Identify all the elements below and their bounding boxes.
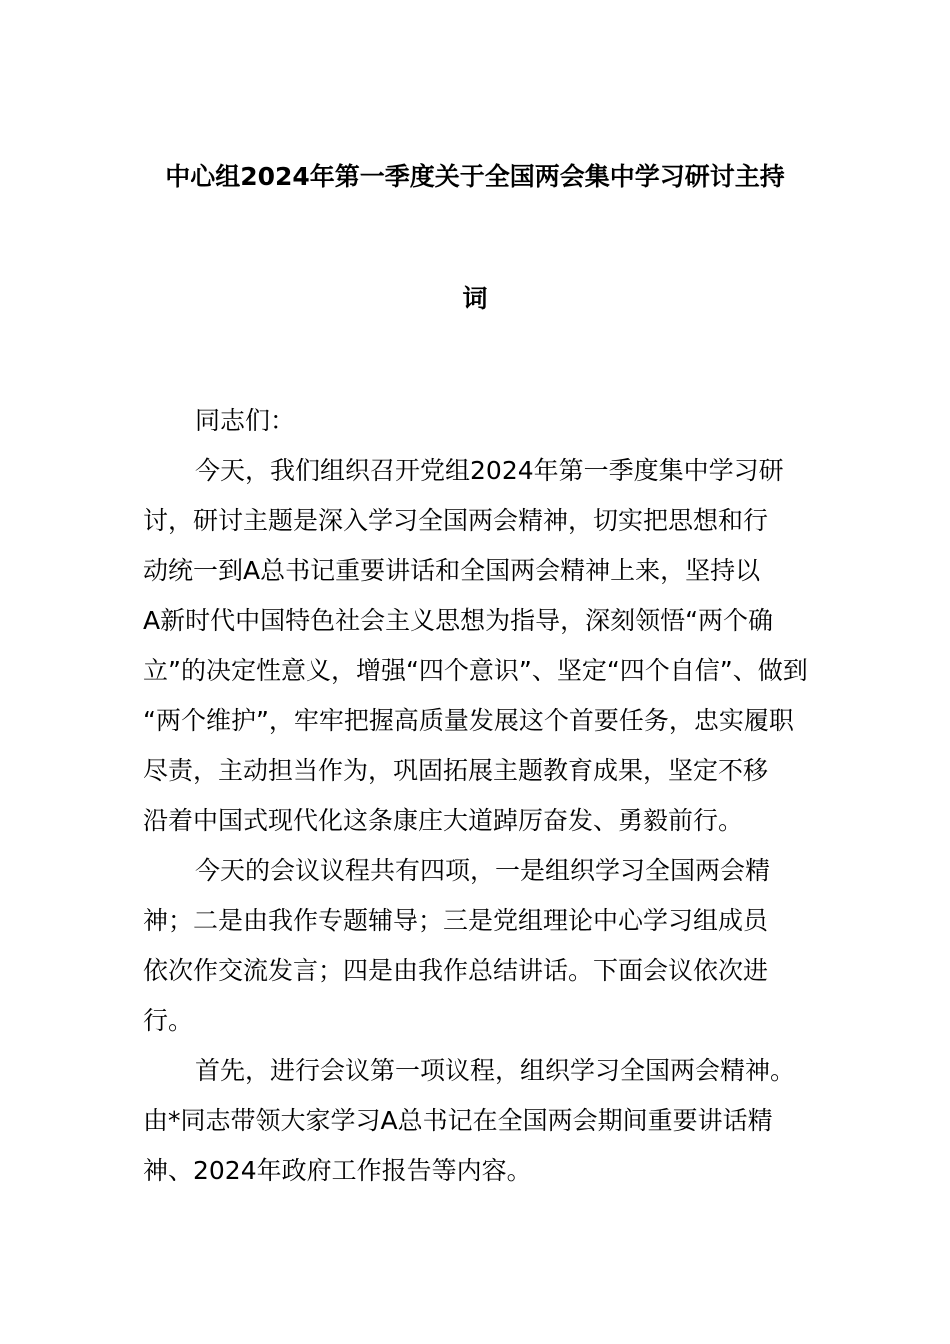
paragraph-1-line: A新时代中国特色社会主义思想为指导，深刻领悟“两个确 — [143, 606, 774, 635]
paragraph-2-line: 依次作交流发言；四是由我作总结讲话。下面会议依次进 — [143, 956, 769, 985]
document-title-continued: 词 — [462, 284, 488, 313]
document-title: 中心组2024年第一季度关于全国两会集中学习研讨主持 — [165, 162, 785, 191]
paragraph-3-line: 首先，进行会议第一项议程，组织学习全国两会精神。 — [195, 1056, 796, 1085]
paragraph-1-line: 今天，我们组织召开党组2024年第一季度集中学习研 — [195, 456, 784, 485]
paragraph-3-line: 由*同志带领大家学习A总书记在全国两会期间重要讲话精 — [143, 1106, 773, 1135]
paragraph-2-line: 神；二是由我作专题辅导；三是党组理论中心学习组成员 — [143, 906, 769, 935]
salutation: 同志们： — [195, 406, 296, 435]
paragraph-1-line: 讨，研讨主题是深入学习全国两会精神，切实把思想和行 — [143, 506, 769, 535]
paragraph-1-line: 尽责，主动担当作为，巩固拓展主题教育成果，坚定不移 — [143, 756, 769, 785]
paragraph-1-line: 动统一到A总书记重要讲话和全国两会精神上来，坚持以 — [143, 556, 761, 585]
paragraph-1-line: “两个维护”，牢牢把握高质量发展这个首要任务，忠实履职 — [143, 706, 794, 735]
paragraph-2-line: 行。 — [143, 1006, 194, 1035]
paragraph-1-line: 立”的决定性意义，增强“四个意识”、坚定“四个自信”、做到 — [143, 656, 808, 685]
paragraph-1-line: 沿着中国式现代化这条康庄大道踔厉奋发、勇毅前行。 — [143, 806, 744, 835]
paragraph-2-line: 今天的会议议程共有四项，一是组织学习全国两会精 — [195, 856, 771, 885]
paragraph-3-line: 神、2024年政府工作报告等内容。 — [143, 1156, 532, 1185]
